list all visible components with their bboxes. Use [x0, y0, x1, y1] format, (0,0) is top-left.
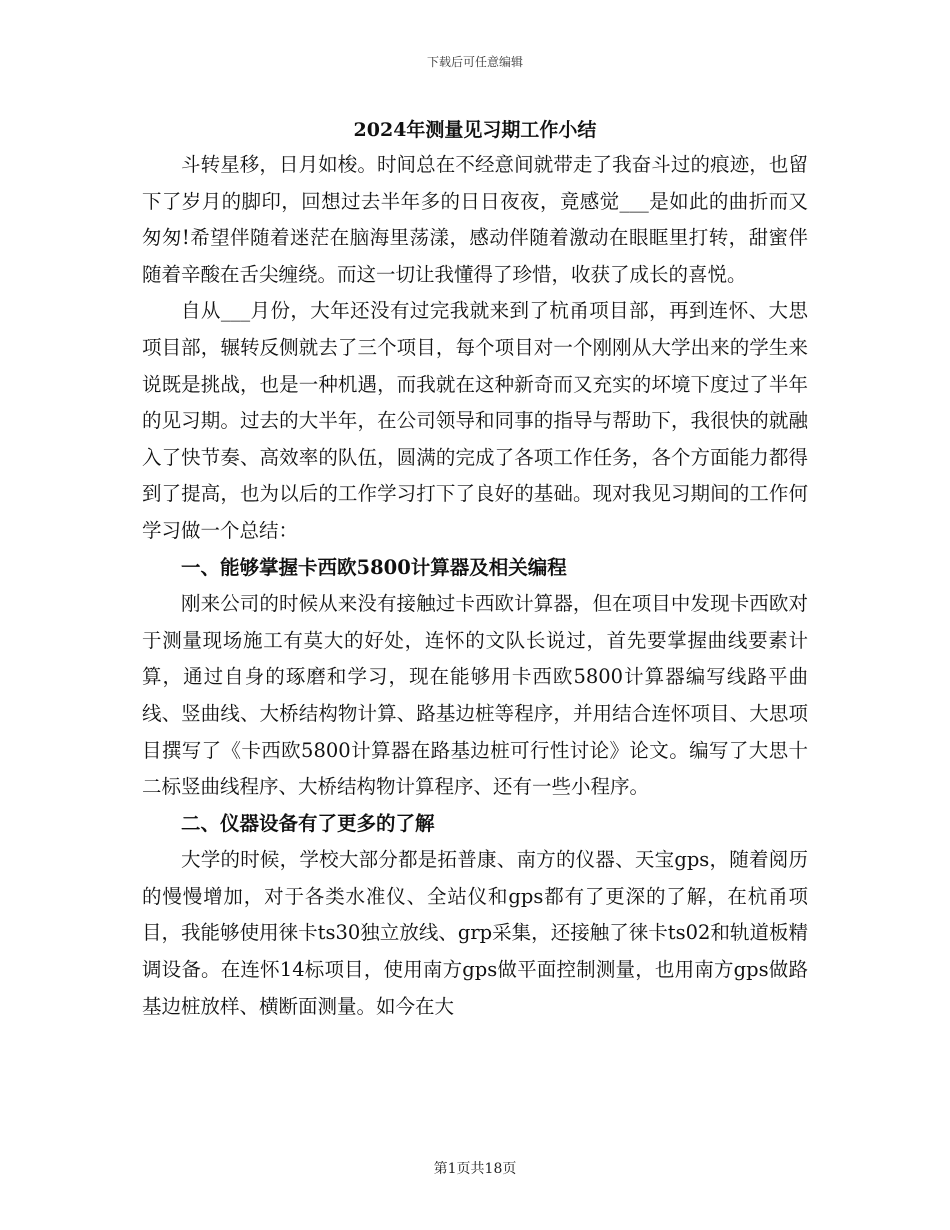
- page-header: 下载后可任意编辑: [426, 55, 523, 69]
- paragraph: 斗转星移，日月如梭。时间总在不经意间就带走了我奋斗过的痕迹，也留下了岁月的脚印，回想过去半年多的日日夜夜，竟感觉___是如此的曲折而又匆匆!希望伴随着迷茫在脑海里荡漾，感动伴随着激动在眼眶里打转，甜蜜伴随着辛酸在舌尖缠绕。而这一切让我懂得了珍惜，收获了成长的喜悦。: [142, 153, 808, 286]
- section-heading: 一、能够掌握卡西欧5800计算器及相关编程: [181, 555, 567, 579]
- document-body: [142, 147, 808, 1025]
- paragraph: 大学的时候，学校大部分都是拓普康、南方的仪器、天宝gps，随着阅历的慢慢增加，对于各类水准仪、全站仪和gps都有了更深的了解，在杭甬项目，我能够使用徕卡ts30独立放线、grp采集，还接触了徕卡ts02和轨道板精调设备。在连怀14标项目，使用南方gps做平面控制测量，也用南方gps做路基边桩放样、横断面测量。如今在大: [142, 848, 808, 1018]
- document-title: 2024年测量见习期工作小结: [353, 119, 597, 141]
- section-heading: 二、仪器设备有了更多的了解: [181, 811, 435, 835]
- paragraph: 自从___月份，大年还没有过完我就来到了杭甬项目部，再到连怀、大思项目部，辗转反侧就去了三个项目，每个项目对一个刚刚从大学出来的学生来说既是挑战，也是一种机遇，而我就在这种新奇而又充实的坏境下度过了半年的见习期。过去的大半年，在公司领导和同事的指导与帮助下，我很快的就融入了快节奏、高效率的队伍，圆满的完成了各项工作任务，各个方面能力都得到了提高，也为以后的工作学习打下了良好的基础。现对我见习期间的工作何学习做一个总结：: [142, 299, 808, 542]
- paragraph: 刚来公司的时候从来没有接触过卡西欧计算器，但在项目中发现卡西欧对于测量现场施工有莫大的好处，连怀的文队长说过，首先要掌握曲线要素计算，通过自身的琢磨和学习，现在能够用卡西欧5800计算器编写线路平曲线、竖曲线、大桥结构物计算、路基边桩等程序，并用结合连怀项目、大思项目撰写了《卡西欧5800计算器在路基边桩可行性讨论》论文。编写了大思十二标竖曲线程序、大桥结构物计算程序、还有一些小程序。: [142, 592, 808, 799]
- page-footer: 第1页共18页: [433, 1161, 517, 1177]
